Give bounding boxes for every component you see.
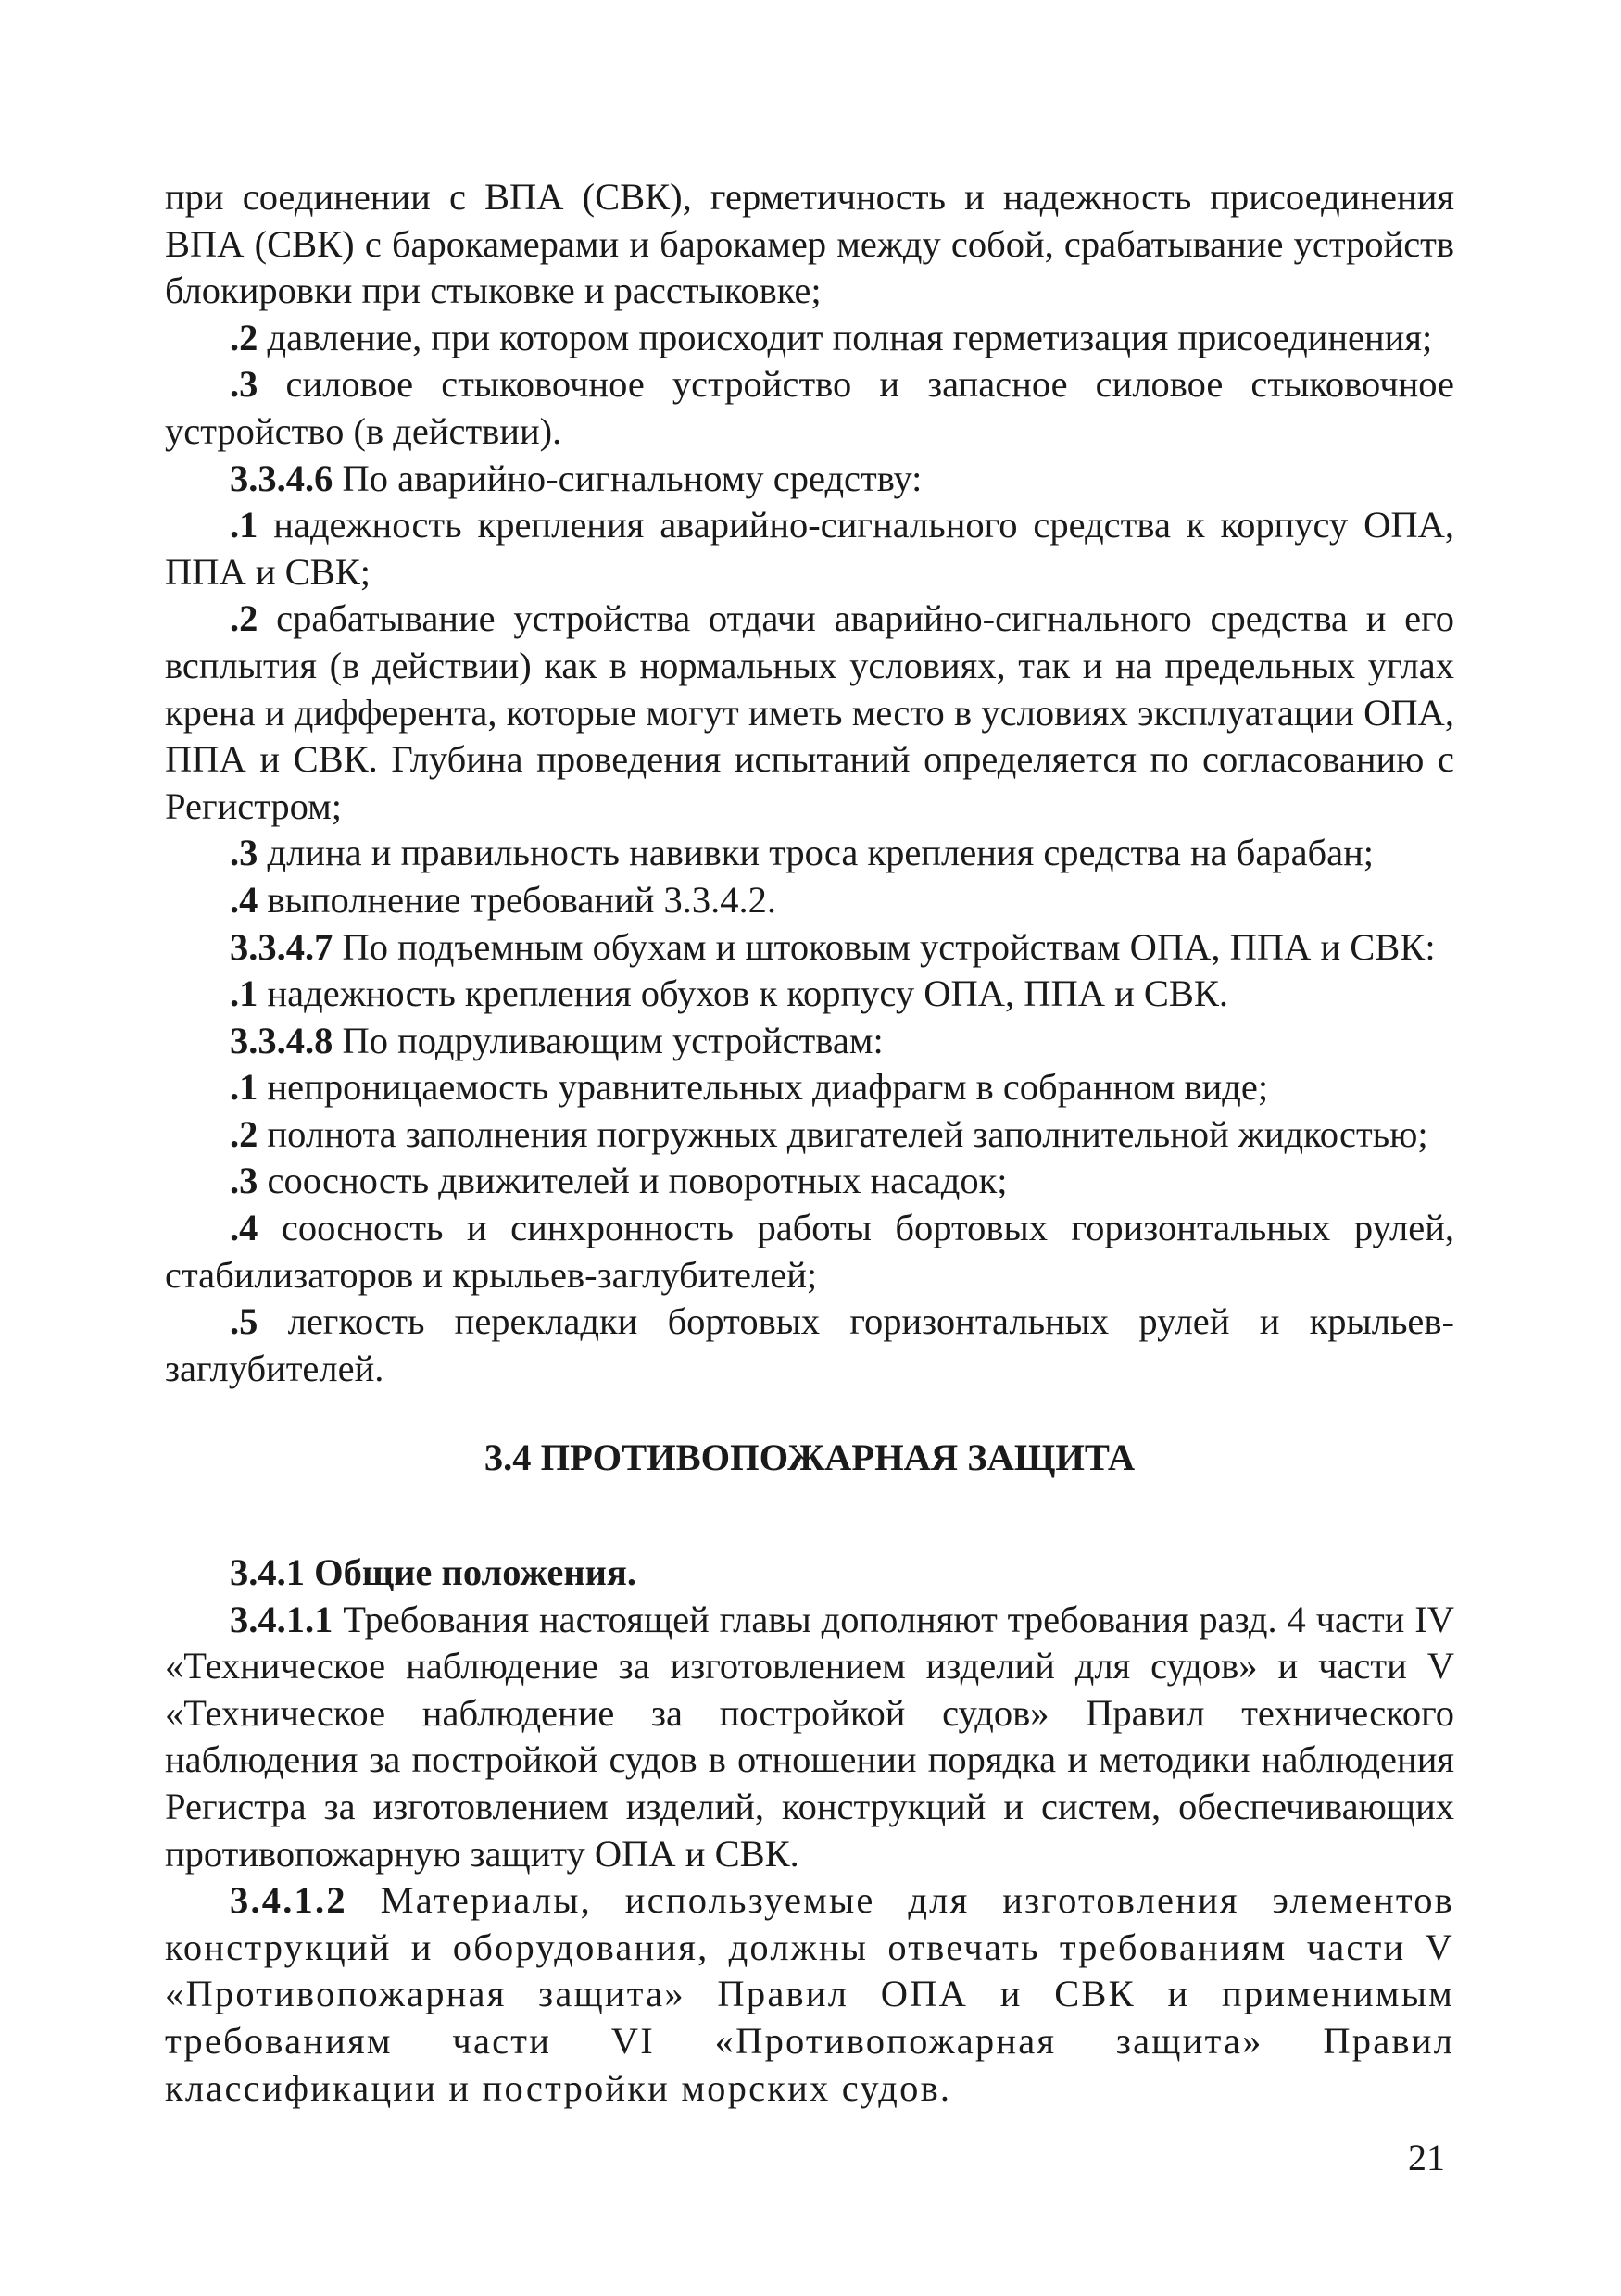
item-number: .1 xyxy=(230,1066,258,1109)
item-text: выполнение требований 3.3.4.2. xyxy=(258,878,777,921)
clause-number: 3.3.4.6 xyxy=(230,457,333,499)
paragraph-text: при соединении с ВПА (СВК), герметичность и надежность присоединения ВПА (СВК) с барокамерами и барокамер между собой, срабатывание устройств блокировки при стыковке и расстыковке; xyxy=(165,176,1454,312)
item-text: соосность и синхронность работы бортовых горизонтальных рулей, стабилизаторов и крыльев-заглубителей; xyxy=(165,1207,1454,1296)
list-item xyxy=(165,315,1454,362)
item-number: .2 xyxy=(230,597,258,640)
clause-text: Требования настоящей главы дополняют требования разд. 4 части IV «Техническое наблюдение за изготовлением изделий для судов» и части V «Техническое наблюдение за постройкой судов» Правил технического наблюдения за постройкой судов в отношении порядка и методики наблюдения Регистра за изготовлением изделий, конструкций и систем, обеспечивающих противопожарную защиту ОПА и СВК. xyxy=(165,1598,1454,1875)
list-item xyxy=(165,971,1454,1018)
clause-number: 3.4.1.2 xyxy=(230,1879,347,1922)
item-text: непроницаемость уравнительных диафрагм в собранном виде; xyxy=(258,1066,1269,1109)
item-number: .2 xyxy=(230,316,258,358)
list-item xyxy=(165,361,1454,455)
item-number: .4 xyxy=(230,878,258,921)
item-text: давление, при котором происходит полная герметизация присоединения; xyxy=(258,316,1433,358)
list-item xyxy=(165,596,1454,830)
item-number: .2 xyxy=(230,1112,258,1155)
item-text: легкость перекладки бортовых горизонтальных рулей и крыльев-заглубителей. xyxy=(165,1300,1454,1389)
list-item xyxy=(165,1205,1454,1299)
clause xyxy=(165,1877,1454,2112)
clause-number: 3.4.1.1 xyxy=(230,1598,333,1640)
clause-text: Материалы, используемые для изготовления элементов конструкций и оборудования, должны отвечать требованиям части V «Противопожарная защита» Правил ОПА и СВК и применимым требованиям части VI «Противопожарная защита» Правил классификации и постройки морских судов. xyxy=(165,1879,1454,2109)
item-text: соосность движителей и поворотных насадок; xyxy=(258,1160,1008,1202)
item-number: .3 xyxy=(230,363,258,406)
list-item xyxy=(165,1111,1454,1159)
clause-text: По аварийно-сигнальному средству: xyxy=(333,457,923,499)
item-text: надежность крепления аварийно-сигнального средства к корпусу ОПА, ППА и СВК; xyxy=(165,504,1454,593)
section-heading: 3.4 ПРОТИВОПОЖАРНАЯ ЗАЩИТА xyxy=(484,1437,1136,1478)
item-number: .1 xyxy=(230,504,258,546)
item-number: .3 xyxy=(230,1160,258,1202)
clause xyxy=(165,924,1454,972)
list-item xyxy=(165,1299,1454,1392)
clause xyxy=(165,456,1454,503)
list-item xyxy=(165,1064,1454,1111)
item-number: .1 xyxy=(230,972,258,1015)
list-item xyxy=(165,502,1454,596)
item-number: .4 xyxy=(230,1207,258,1249)
clause-number: 3.3.4.7 xyxy=(230,925,333,968)
clause-number: 3.3.4.8 xyxy=(230,1019,333,1061)
clause xyxy=(165,1018,1454,1065)
paragraph-continuation xyxy=(165,174,1454,315)
text-block-top xyxy=(165,174,1454,1392)
clause-text: По подъемным обухам и штоковым устройствам ОПА, ППА и СВК: xyxy=(333,925,1436,968)
item-number: .5 xyxy=(230,1300,258,1343)
item-number: .3 xyxy=(230,832,258,874)
list-item xyxy=(165,877,1454,924)
subsection-heading: 3.4.1 Общие положения. xyxy=(230,1551,637,1593)
clause-text: По подруливающим устройствам: xyxy=(333,1019,884,1061)
item-text: длина и правильность навивки троса крепления средства на барабан; xyxy=(258,832,1375,874)
list-item xyxy=(165,830,1454,877)
item-text: полнота заполнения погружных двигателей заполнительной жидкостью; xyxy=(258,1112,1428,1155)
item-text: силовое стыковочное устройство и запасное силовое стыковочное устройство (в действии). xyxy=(165,363,1454,452)
item-text: срабатывание устройства отдачи аварийно-сигнального средства и его всплытия (в действии) как в нормальных условиях, так и на предельных углах крена и дифферента, которые могут иметь место в условиях эксплуатации ОПА, ППА и СВК. Глубина проведения испытаний определяется по согласованию с Регистром; xyxy=(165,597,1454,827)
list-item xyxy=(165,1158,1454,1205)
text-block-bottom xyxy=(165,1549,1454,2112)
item-text: надежность крепления обухов к корпусу ОПА, ППА и СВК. xyxy=(258,972,1229,1015)
clause xyxy=(165,1597,1454,1878)
page-number: 21 xyxy=(1408,2137,1445,2178)
